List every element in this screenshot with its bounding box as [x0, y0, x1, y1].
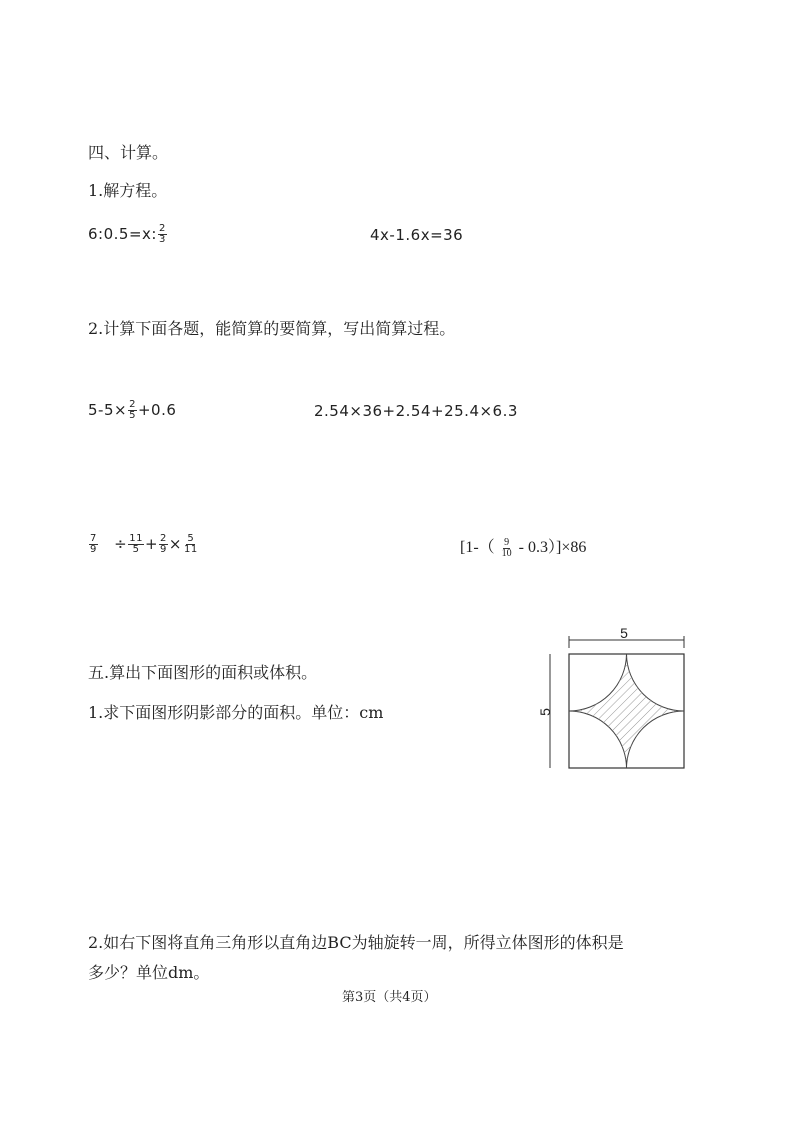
square-with-arcs-diagram [538, 618, 698, 778]
question-2-title: 2.计算下面各题，能简算的要简算，写出简算过程。 [88, 319, 456, 338]
equation-1 [88, 224, 168, 245]
fraction [501, 538, 513, 559]
fraction [183, 534, 199, 555]
expression-1-part-a: 5-5× [88, 401, 128, 419]
fraction [128, 534, 144, 555]
fraction [159, 534, 168, 555]
numerator: 7 [90, 533, 97, 544]
top-length-label: 5 [620, 625, 628, 641]
numerator: 5 [187, 533, 195, 544]
expression-2: 2.54×36+2.54+25.4×6.3 [314, 402, 518, 420]
page-footer: 第3页（共4页） [342, 990, 437, 1005]
numerator: 2 [158, 223, 166, 234]
numerator: 2 [160, 533, 167, 544]
numerator: 2 [129, 399, 136, 410]
section-4-title: 四、计算。 [88, 143, 169, 162]
shaded-area-figure [538, 618, 698, 778]
denominator: 3 [158, 234, 166, 245]
denominator: 5 [132, 544, 140, 555]
denominator: 9 [90, 544, 97, 555]
expression-4 [460, 534, 586, 559]
fraction [158, 224, 167, 245]
denominator: 5 [129, 410, 136, 421]
fraction [89, 534, 98, 555]
shaded-region [569, 654, 684, 768]
question-1-title: 1.解方程。 [88, 181, 168, 200]
section-5-title: 五.算出下面图形的面积或体积。 [88, 663, 318, 682]
numerator: 11 [129, 533, 143, 544]
equation-1-text: 6:0.5=x: [88, 225, 157, 243]
denominator: 9 [160, 544, 167, 555]
plus-sign: + [144, 535, 159, 553]
times-sign: × [168, 535, 182, 553]
section-5-question-2-line-2: 多少？单位dm。 [88, 963, 210, 982]
section-5-question-1: 1.求下面图形阴影部分的面积。单位：cm [88, 703, 384, 722]
numerator: 9 [504, 536, 510, 548]
side-length-label: 5 [538, 708, 553, 716]
expression-1-part-b: +0.6 [137, 401, 177, 419]
expression-1 [88, 400, 176, 421]
expression-4-part-a: [1-（ [460, 539, 495, 556]
section-5-question-2-line-1: 2.如右下图将直角三角形以直角边BC为轴旋转一周，所得立体图形的体积是 [88, 933, 624, 952]
denominator: 11 [184, 544, 198, 555]
expression-4-part-b: - 0.3）]×86 [518, 539, 587, 556]
divide-sign: ÷ [114, 535, 128, 553]
denominator: 10 [501, 547, 512, 559]
fraction [128, 400, 137, 421]
equation-2: 4x-1.6x=36 [370, 226, 464, 244]
expression-3 [88, 534, 200, 555]
